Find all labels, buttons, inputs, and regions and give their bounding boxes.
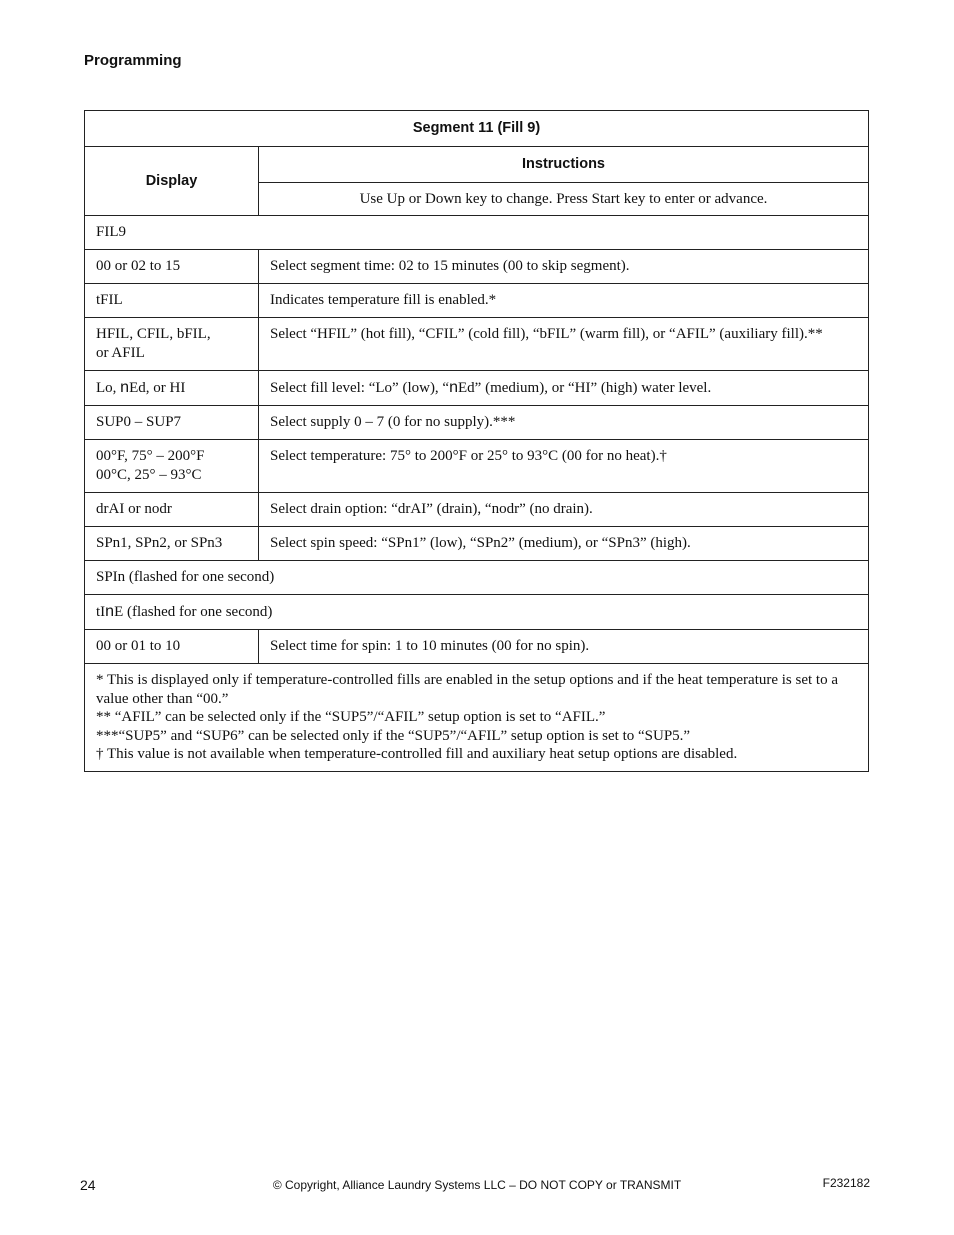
footnotes-row — [85, 664, 869, 772]
instruction-cell: Select temperature: 75° to 200°F or 25° to 93°C (00 for no heat).† — [259, 440, 869, 493]
section-title: Programming — [84, 52, 182, 69]
instruction-cell: Select “HFIL” (hot fill), “CFIL” (cold fill), “bFIL” (warm fill), or “AFIL” (auxiliary fill).** — [259, 318, 869, 371]
instruction-text: Select fill level: “Lo” (low), “ — [270, 380, 450, 396]
fil9-row-label: FIL9 — [85, 216, 869, 250]
table-row — [85, 527, 869, 561]
segment-glyph: n — [449, 379, 458, 396]
table-row — [85, 493, 869, 527]
display-cell: drAI or nodr — [85, 493, 259, 527]
instruction-cell: Select time for spin: 1 to 10 minutes (00 for no spin). — [259, 630, 869, 664]
display-cell — [85, 371, 259, 406]
instruction-cell: Indicates temperature fill is enabled.* — [259, 284, 869, 318]
display-line: 00°C, 25° – 93°C — [96, 467, 202, 483]
display-line: 00°F, 75° – 200°F — [96, 448, 205, 464]
footnote: * This is displayed only if temperature-controlled fills are enabled in the setup options and if the heat temperature is set to a value other than “00.” — [96, 672, 839, 707]
table-row — [85, 595, 869, 630]
instructions-note: Use Up or Down key to change. Press Start key to enter or advance. — [259, 183, 869, 216]
table-row — [85, 371, 869, 406]
time-row-text: tI — [96, 604, 106, 620]
segment-glyph: n — [120, 379, 130, 396]
display-line: or AFIL — [96, 345, 145, 361]
display-line: HFIL, CFIL, bFIL, — [96, 326, 211, 342]
segment-table — [84, 110, 869, 772]
table-row — [85, 630, 869, 664]
table-row — [85, 216, 869, 250]
instruction-cell: Select drain option: “drAI” (drain), “nodr” (no drain). — [259, 493, 869, 527]
display-cell: 00 or 01 to 10 — [85, 630, 259, 664]
instruction-text: Ed” (medium), or “HI” (high) water level. — [458, 380, 712, 396]
spin-row-label: SPIn (flashed for one second) — [85, 561, 869, 595]
display-cell: tFIL — [85, 284, 259, 318]
time-row-label — [85, 595, 869, 630]
display-cell — [85, 440, 259, 493]
table-header-row — [85, 147, 869, 183]
display-cell: SPn1, SPn2, or SPn3 — [85, 527, 259, 561]
time-row-text: E (flashed for one second) — [114, 604, 273, 620]
display-column-header: Display — [85, 147, 259, 216]
page-number: 24 — [80, 1177, 96, 1193]
instruction-cell: Select supply 0 – 7 (0 for no supply).*** — [259, 406, 869, 440]
display-text: Ed, or HI — [129, 380, 186, 396]
display-text: Lo, — [96, 380, 121, 396]
instructions-column-header: Instructions — [259, 147, 869, 183]
footnote: ** “AFIL” can be selected only if the “SUP5”/“AFIL” setup option is set to “AFIL.” — [96, 709, 606, 725]
table-row — [85, 440, 869, 493]
copyright-notice: © Copyright, Alliance Laundry Systems LLC – DO NOT COPY or TRANSMIT — [272, 1178, 682, 1192]
instruction-cell: Select spin speed: “SPn1” (low), “SPn2” (medium), or “SPn3” (high). — [259, 527, 869, 561]
table-title: Segment 11 (Fill 9) — [85, 111, 869, 147]
footnotes-cell — [85, 664, 869, 772]
footnote: ***“SUP5” and “SUP6” can be selected only if the “SUP5”/“AFIL” setup option is set to “SUP5.” — [96, 727, 691, 744]
footnote: † This value is not available when temperature-controlled fill and auxiliary heat setup options are disabled. — [96, 746, 738, 762]
instruction-cell: Select segment time: 02 to 15 minutes (00 to skip segment). — [259, 250, 869, 284]
table-title-row — [85, 111, 869, 147]
display-cell: 00 or 02 to 15 — [85, 250, 259, 284]
table-row — [85, 250, 869, 284]
table-row — [85, 284, 869, 318]
instruction-cell — [259, 371, 869, 406]
segment-glyph: n — [105, 603, 115, 620]
display-cell: SUP0 – SUP7 — [85, 406, 259, 440]
document-id: F232182 — [822, 1176, 870, 1190]
table-row — [85, 561, 869, 595]
table-row — [85, 318, 869, 371]
display-cell — [85, 318, 259, 371]
table-row — [85, 406, 869, 440]
